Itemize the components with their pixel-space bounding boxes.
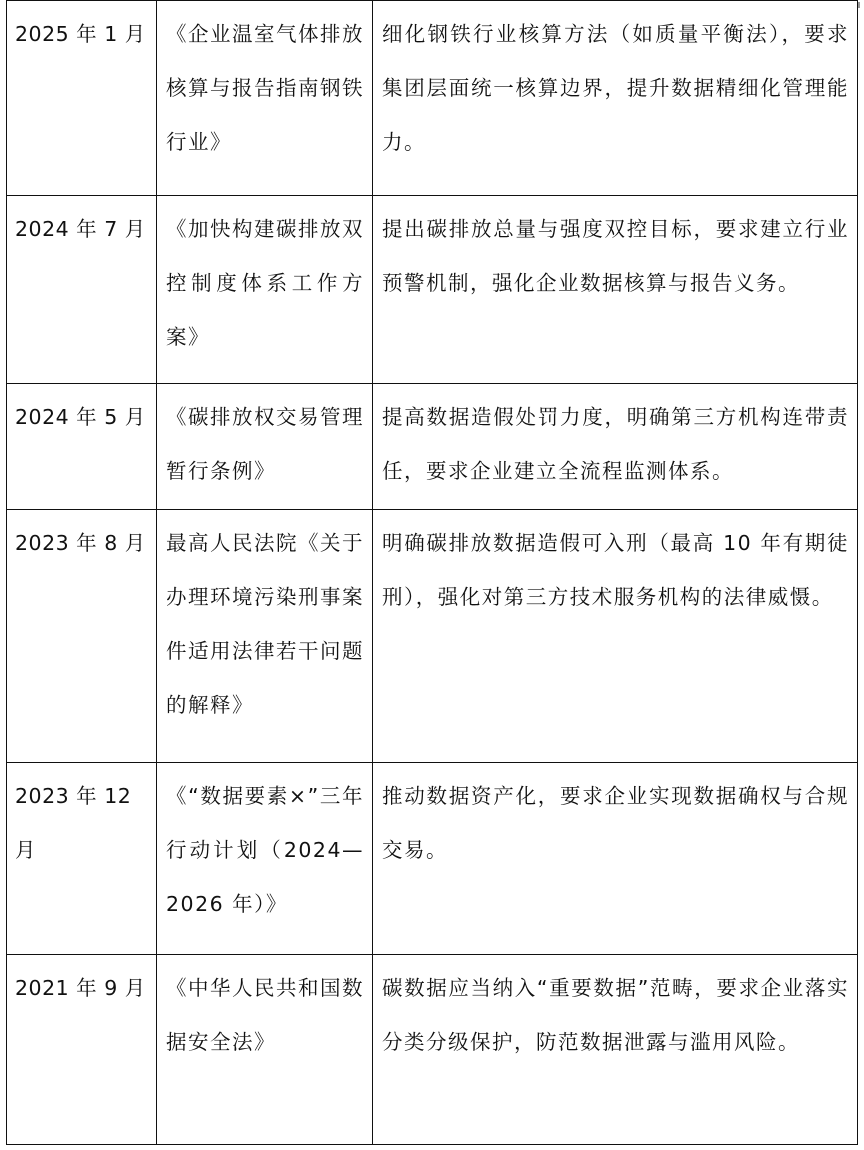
table-row — [7, 763, 858, 955]
date-cell: 2024 年 7 月 — [7, 196, 157, 384]
table-row — [7, 955, 858, 1145]
policy-title-cell: 《碳排放权交易管理暂行条例》 — [157, 384, 373, 510]
description-cell: 明确碳排放数据造假可入刑（最高 10 年有期徒刑），强化对第三方技术服务机构的法律威慑。 — [373, 510, 858, 763]
date-cell: 2023 年 8 月 — [7, 510, 157, 763]
date-cell: 2025 年 1 月 — [7, 1, 157, 196]
policy-title-cell: 最高人民法院《关于办理环境污染刑事案件适用法律若干问题的解释》 — [157, 510, 373, 763]
table-row — [7, 384, 858, 510]
description-cell: 推动数据资产化，要求企业实现数据确权与合规交易。 — [373, 763, 858, 955]
description-cell: 提高数据造假处罚力度，明确第三方机构连带责任，要求企业建立全流程监测体系。 — [373, 384, 858, 510]
description-cell: 碳数据应当纳入“重要数据”范畴，要求企业落实分类分级保护，防范数据泄露与滥用风险。 — [373, 955, 858, 1145]
table-row — [7, 196, 858, 384]
policy-title-cell: 《企业温室气体排放核算与报告指南钢铁行业》 — [157, 1, 373, 196]
table-row — [7, 1, 858, 196]
date-cell: 2023 年 12 月 — [7, 763, 157, 955]
policy-title-cell: 《“数据要素×”三年行动计划（2024—2026 年）》 — [157, 763, 373, 955]
page-edge-mark — [858, 2, 860, 8]
description-cell: 细化钢铁行业核算方法（如质量平衡法），要求集团层面统一核算边界，提升数据精细化管理能力。 — [373, 1, 858, 196]
description-cell: 提出碳排放总量与强度双控目标，要求建立行业预警机制，强化企业数据核算与报告义务。 — [373, 196, 858, 384]
policy-title-cell: 《加快构建碳排放双控制度体系工作方案》 — [157, 196, 373, 384]
date-cell: 2024 年 5 月 — [7, 384, 157, 510]
date-cell: 2021 年 9 月 — [7, 955, 157, 1145]
table-row — [7, 510, 858, 763]
policy-title-cell: 《中华人民共和国数据安全法》 — [157, 955, 373, 1145]
policy-table — [6, 0, 858, 1145]
